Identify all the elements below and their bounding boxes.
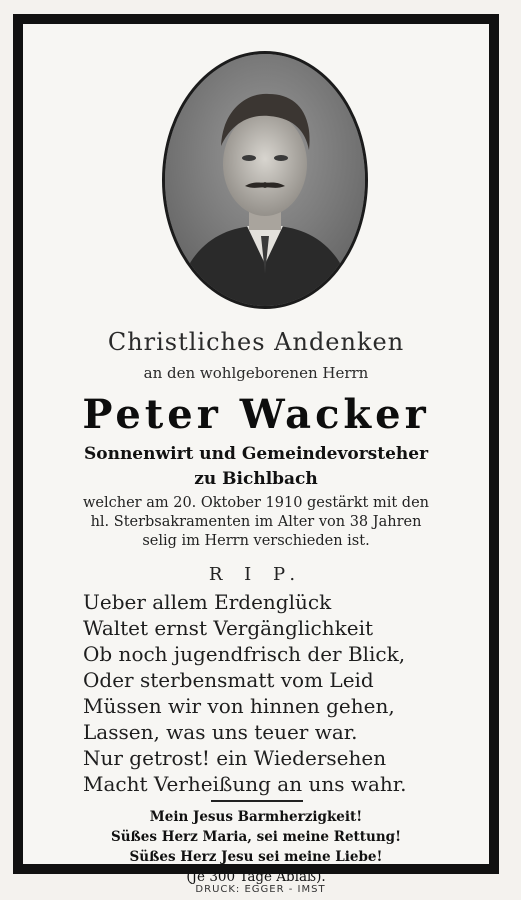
prayer-line: Süßes Herz Maria, sei meine Rettung! xyxy=(110,829,401,845)
poem-line: Waltet ernst Vergänglichkeit xyxy=(83,616,374,640)
printer-imprint: DRUCK: EGGER - IMST xyxy=(195,884,326,895)
poem xyxy=(83,589,483,797)
memorial-card xyxy=(13,14,499,885)
heading: Christliches Andenken xyxy=(107,328,405,356)
poem-line: Macht Verheißung an uns wahr. xyxy=(83,772,407,796)
dedication: an den wohlgeborenen Herrn xyxy=(143,364,369,382)
occupation-title: Sonnenwirt und Gemeindevorsteher xyxy=(83,444,429,464)
divider xyxy=(211,800,303,802)
poem-line: Lassen, was uns teuer war. xyxy=(83,720,358,744)
poem-line: Nur getrost! ein Wiedersehen xyxy=(83,746,387,770)
portrait-photo xyxy=(162,51,368,309)
poem-line: Oder sterbensmatt vom Leid xyxy=(83,668,374,692)
prayer-line: Süßes Herz Jesu sei meine Liebe! xyxy=(129,849,383,865)
biography xyxy=(23,494,489,551)
bio-line: hl. Sterbsakramenten im Alter von 38 Jahren xyxy=(90,514,422,530)
portrait-image xyxy=(165,54,365,306)
prayer-line: Mein Jesus Barmherzigkeit! xyxy=(149,809,363,825)
bio-line: welcher am 20. Oktober 1910 gestärkt mit den xyxy=(83,495,429,511)
indulgence-note: (Je 300 Tage Ablaß). xyxy=(186,869,326,885)
poem-line: Ueber allem Erdenglück xyxy=(83,590,332,614)
poem-line: Müssen wir von hinnen gehen, xyxy=(83,694,395,718)
closing-prayers xyxy=(23,807,489,887)
place: zu Bichlbach xyxy=(194,469,318,489)
rip-text: R I P. xyxy=(208,564,304,585)
poem-line: Ob noch jugendfrisch der Blick, xyxy=(83,642,406,666)
bio-line: selig im Herrn verschieden ist. xyxy=(142,533,370,549)
deceased-name: Peter Wacker xyxy=(82,391,430,438)
